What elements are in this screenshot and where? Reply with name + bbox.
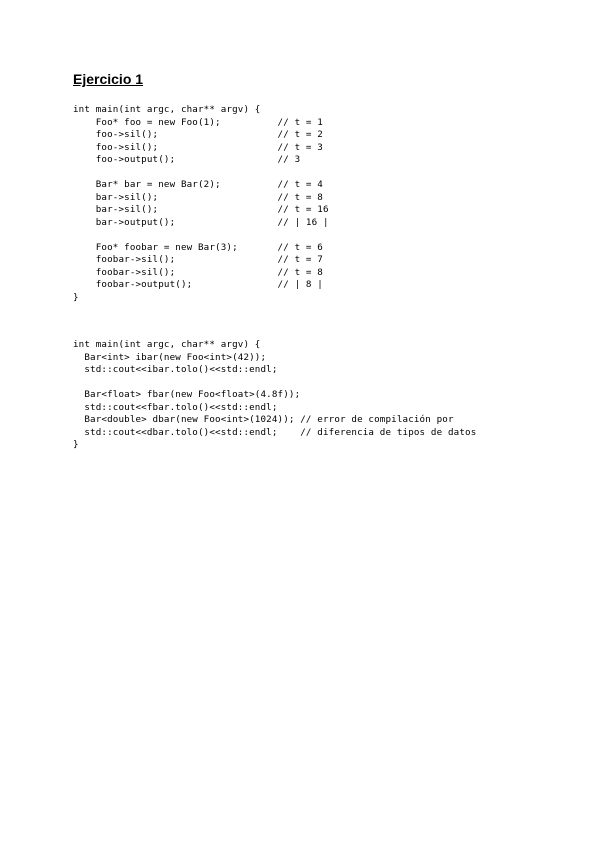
code-line: Bar* bar = new Bar(2); // t = 4 [73, 179, 323, 190]
code-line: bar->sil(); // t = 16 [73, 204, 329, 215]
code-line: Foo* foo = new Foo(1); // t = 1 [73, 116, 323, 128]
code-line: Bar<int> ibar(new Foo<int>(42)); [73, 351, 267, 363]
code-line: Foo* foobar = new Bar(3); // t = 6 [73, 241, 323, 253]
code-line: foo->output(); // 3 [73, 154, 301, 165]
code-line: } [73, 439, 79, 450]
code-line: Bar<float> fbar(new Foo<float>(4.8f)); [73, 389, 301, 400]
code-line: Bar<double> dbar(new Foo<int>(1024)); // error de compilación por [73, 414, 454, 425]
code-line: bar->sil(); // t = 8 [73, 191, 323, 203]
code-line: std::cout<<dbar.tolo()<<std::endl; // diferencia de tipos de datos [73, 426, 477, 438]
code-line: int main(int argc, char** argv) { [73, 339, 261, 350]
code-block-main-templates [73, 339, 476, 452]
code-line [73, 229, 329, 242]
document-title: Ejercicio 1 [73, 71, 144, 87]
code-line: int main(int argc, char** argv) { [73, 104, 261, 115]
code-line: std::cout<<fbar.tolo()<<std::endl; [73, 401, 278, 413]
code-line: foo->sil(); // t = 3 [73, 141, 323, 153]
code-line: } [73, 291, 79, 303]
code-line: foobar->sil(); // t = 8 [73, 266, 323, 278]
code-block-main-classes [73, 104, 329, 304]
code-line [73, 377, 476, 390]
code-line [73, 167, 329, 180]
code-line: foobar->output(); // | 8 | [73, 279, 323, 290]
code-line: std::cout<<ibar.tolo()<<std::endl; [73, 364, 278, 375]
code-line: foo->sil(); // t = 2 [73, 129, 323, 140]
code-line: foobar->sil(); // t = 7 [73, 254, 323, 265]
code-line: bar->output(); // | 16 | [73, 216, 329, 228]
